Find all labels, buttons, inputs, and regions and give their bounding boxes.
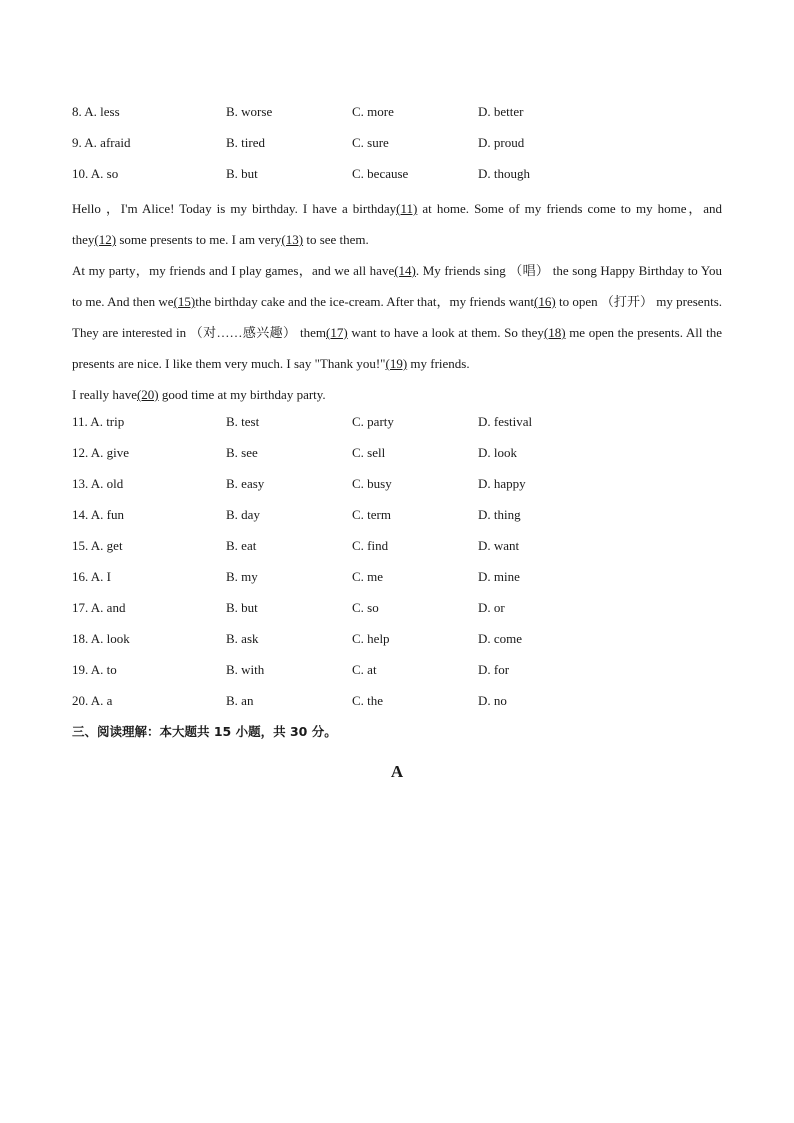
- option-c: C. the: [352, 693, 384, 708]
- option-row: [72, 596, 722, 627]
- option-b: B. eat: [226, 538, 257, 553]
- option-b: B. ask: [226, 631, 259, 646]
- option-d: D. better: [478, 104, 524, 119]
- passage-text: . My friends sing （唱） the song Happy Birthday to You to me. And then we: [72, 263, 722, 309]
- options-top: [72, 100, 722, 193]
- option-c: C. so: [352, 600, 379, 615]
- option-a: 20. A. a: [72, 693, 113, 708]
- passage-text: the birthday cake and the ice-cream. After that，my friends want: [195, 294, 535, 309]
- option-a: 15. A. get: [72, 538, 123, 553]
- option-b: B. tired: [226, 135, 265, 150]
- option-d: D. or: [478, 600, 505, 615]
- subsection-title: A: [390, 762, 404, 781]
- option-row: [72, 162, 722, 193]
- passage-paragraph: [72, 255, 722, 379]
- blank-number: (20): [136, 387, 159, 402]
- option-a: 8. A. less: [72, 104, 120, 119]
- option-b: B. with: [226, 662, 265, 677]
- option-d: D. happy: [478, 476, 526, 491]
- option-c: C. help: [352, 631, 390, 646]
- option-c: C. sell: [352, 445, 386, 460]
- option-b: B. easy: [226, 476, 265, 491]
- blank-number: (12): [94, 232, 117, 247]
- passage-text: me open the presents. All the presents are nice. I like them very much. I say "Thank you!": [72, 325, 722, 371]
- blank-number: (14): [394, 263, 416, 278]
- passage-text: to see them.: [303, 232, 369, 247]
- blank-number: (18): [543, 325, 566, 340]
- section-title: 三、阅读理解：本大题共 15 小题，共 30 分。: [72, 724, 337, 739]
- option-row: [72, 689, 722, 720]
- passage-text: at home. Some of my friends come to my home，and they: [72, 201, 722, 247]
- passage-text: want to have a look at them. So they: [347, 325, 544, 340]
- option-row: [72, 534, 722, 565]
- passage-text: I really have: [72, 387, 137, 402]
- blank-number: (19): [385, 356, 408, 371]
- option-d: D. come: [478, 631, 523, 646]
- option-row: [72, 658, 722, 689]
- option-b: B. an: [226, 693, 254, 708]
- option-b: B. but: [226, 166, 258, 181]
- option-c: C. more: [352, 104, 394, 119]
- option-d: D. no: [478, 693, 507, 708]
- option-a: 17. A. and: [72, 600, 126, 615]
- passage-paragraph: [72, 379, 722, 410]
- option-c: C. busy: [352, 476, 392, 491]
- option-a: 10. A. so: [72, 166, 119, 181]
- option-c: C. sure: [352, 135, 389, 150]
- option-d: D. thing: [478, 507, 521, 522]
- exam-page: [72, 100, 722, 782]
- blank-number: (16): [534, 294, 556, 309]
- passage-text: my friends.: [407, 356, 470, 371]
- option-b: B. day: [226, 507, 260, 522]
- option-d: D. though: [478, 166, 530, 181]
- option-a: 14. A. fun: [72, 507, 124, 522]
- option-a: 11. A. trip: [72, 414, 125, 429]
- option-c: C. party: [352, 414, 394, 429]
- cloze-passage: [72, 193, 722, 410]
- option-row: [72, 472, 722, 503]
- option-d: D. look: [478, 445, 517, 460]
- option-d: D. for: [478, 662, 510, 677]
- option-c: C. at: [352, 662, 377, 677]
- option-b: B. but: [226, 600, 258, 615]
- option-a: 16. A. I: [72, 569, 111, 584]
- option-d: D. festival: [478, 414, 533, 429]
- blank-number: (13): [281, 232, 304, 247]
- option-d: D. mine: [478, 569, 520, 584]
- option-row: [72, 627, 722, 658]
- option-d: D. want: [478, 538, 520, 553]
- passage-text: Hello ，I'm Alice! Today is my birthday. I have a birthday: [72, 201, 397, 216]
- option-c: C. find: [352, 538, 389, 553]
- option-a: 19. A. to: [72, 662, 117, 677]
- option-row: [72, 410, 722, 441]
- option-row: [72, 503, 722, 534]
- passage-paragraph: [72, 193, 722, 255]
- option-d: D. proud: [478, 135, 525, 150]
- option-b: B. worse: [226, 104, 273, 119]
- option-row: [72, 131, 722, 162]
- blank-number: (17): [326, 325, 348, 340]
- blank-number: (11): [396, 201, 418, 216]
- option-c: C. term: [352, 507, 391, 522]
- option-c: C. me: [352, 569, 384, 584]
- passage-text: some presents to me. I am very: [116, 232, 282, 247]
- option-row: [72, 441, 722, 472]
- options-bottom: [72, 410, 722, 720]
- option-b: B. test: [226, 414, 260, 429]
- passage-text: good time at my birthday party.: [158, 387, 326, 402]
- option-c: C. because: [352, 166, 409, 181]
- passage-text: to open （打开） my presents. They are interested in （对……感兴趣） them: [72, 294, 722, 340]
- option-a: 12. A. give: [72, 445, 130, 460]
- option-a: 18. A. look: [72, 631, 130, 646]
- option-row: [72, 565, 722, 596]
- option-b: B. my: [226, 569, 258, 584]
- option-a: 13. A. old: [72, 476, 124, 491]
- option-b: B. see: [226, 445, 258, 460]
- passage-text: At my party，my friends and I play games，and we all have: [72, 263, 395, 278]
- option-a: 9. A. afraid: [72, 135, 131, 150]
- blank-number: (15): [173, 294, 196, 309]
- option-row: [72, 100, 722, 131]
